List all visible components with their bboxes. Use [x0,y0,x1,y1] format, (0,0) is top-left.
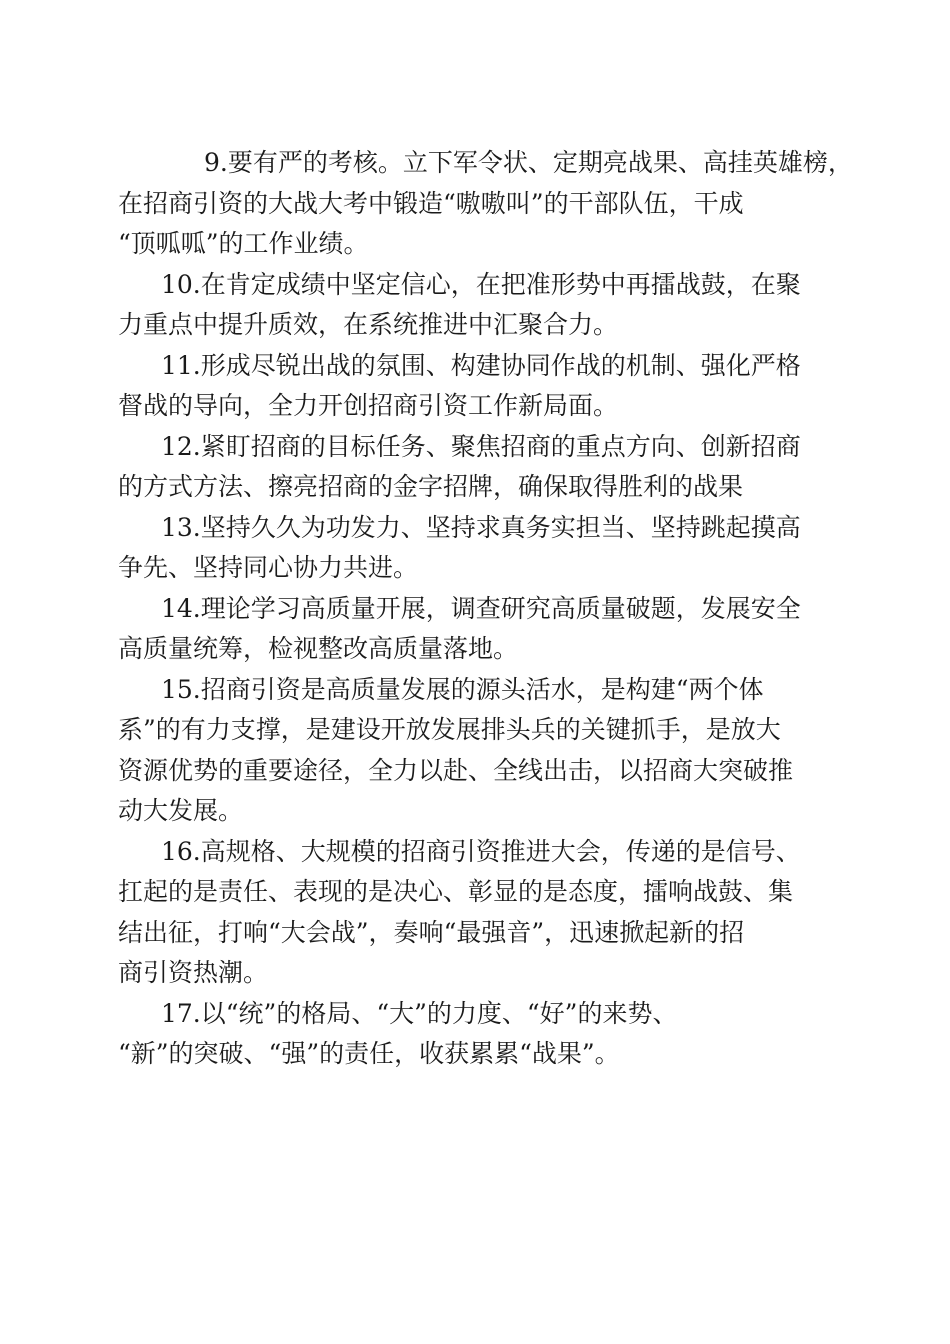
paragraph-item-9 [118,143,853,265]
text-line: 14.理论学习高质量开展，调查研究高质量破题，发展安全 [161,593,801,623]
paragraph-item-17 [118,994,824,1075]
paragraph-item-16 [118,832,824,994]
paragraph-item-12 [118,427,824,508]
text-line: 资源优势的重要途径，全力以赴、全线出击，以招商大突破推 [118,755,794,785]
text-line: 力重点中提升质效，在系统推进中汇聚合力。 [118,310,619,339]
text-line: 在招商引资的大战大考中锻造“嗷嗷叫”的干部队伍，干成 [118,188,744,218]
text-line: 17.以“统”的格局、“大”的力度、“好”的来势、 [161,998,678,1028]
text-line: 商引资热潮。 [118,958,269,987]
text-line: 高质量统筹，检视整改高质量落地。 [118,634,519,663]
text-line: 11.形成尽锐出战的氛围、构建协同作战的机制、强化严格 [161,350,801,380]
text-line: 扛起的是责任、表现的是决心、彰显的是态度，擂响战鼓、集 [118,877,794,906]
paragraph-item-13 [118,508,824,589]
text-line: 争先、坚持同心协力共进。 [118,553,419,582]
text-line: 的方式方法、擦亮招商的金字招牌，确保取得胜利的战果 [118,472,744,501]
text-line: 16.高规格、大规模的招商引资推进大会，传递的是信号、 [161,836,801,866]
text-line: 10.在肯定成绩中坚定信心，在把准形势中再擂战鼓，在聚 [161,269,801,299]
text-line: 15.招商引资是高质量发展的源头活水，是构建“两个体 [161,674,764,704]
text-line: “新”的突破、“强”的责任，收获累累“战果”。 [118,1039,620,1068]
paragraph-item-11 [118,346,824,427]
paragraph-item-10 [118,265,824,346]
text-line: 系”的有力支撑，是建设开放发展排头兵的关键抓手，是放大 [118,715,781,744]
text-line: 督战的导向，全力开创招商引资工作新局面。 [118,391,619,420]
paragraph-item-14 [118,589,824,670]
text-line: 9.要有严的考核。立下军令状、定期亮战果、高挂英雄榜， [204,148,853,177]
text-line: 结出征，打响“大会战”，奏响“最强音”，迅速掀起新的招 [118,917,745,947]
text-line: 13.坚持久久为功发力、坚持求真务实担当、坚持跳起摸高 [161,512,801,542]
paragraph-item-15 [118,670,824,832]
text-line: “顶呱呱”的工作业绩。 [118,229,369,258]
document-body [118,143,853,1075]
text-line: 12.紧盯招商的目标任务、聚焦招商的重点方向、创新招商 [161,431,801,461]
text-line: 动大发展。 [118,796,244,825]
